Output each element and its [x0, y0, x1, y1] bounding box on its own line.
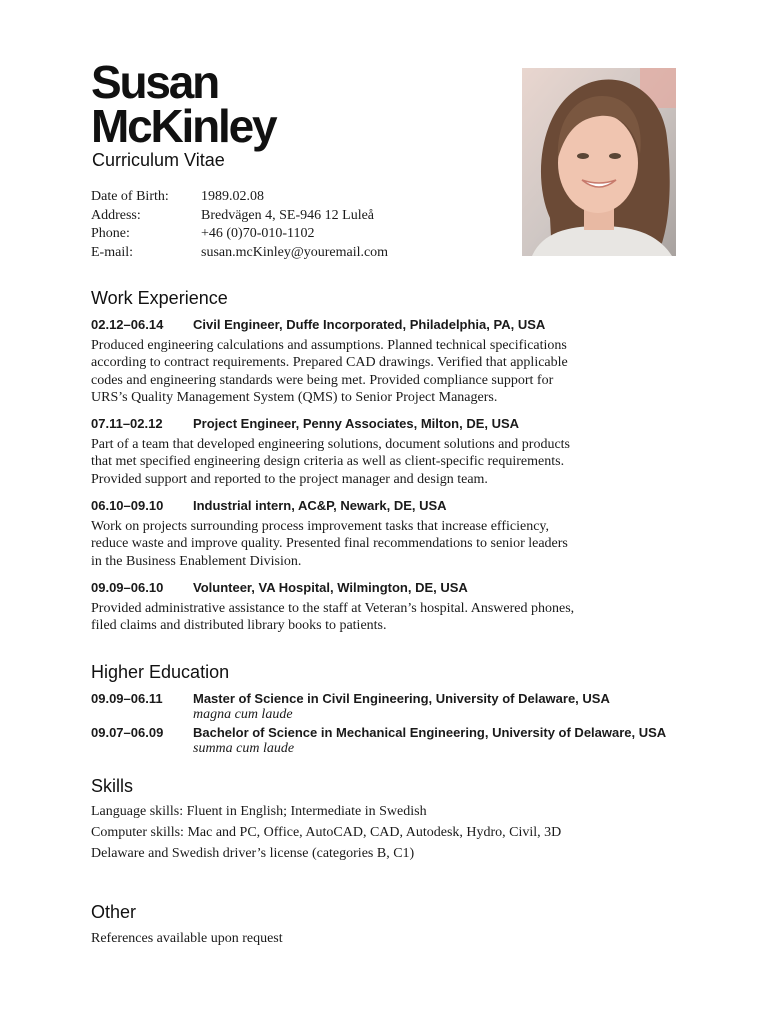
- first-name: Susan: [91, 56, 219, 108]
- info-row-email: [91, 244, 388, 263]
- work-experience-heading: Work Experience: [91, 288, 228, 308]
- other-text: References available upon request: [91, 931, 283, 946]
- description-line: reduce waste and improve quality. Presented final recommendations to senior leaders: [91, 536, 568, 552]
- work-entry-description: [91, 436, 631, 488]
- work-entry-dates: 06.10–09.10: [91, 498, 164, 513]
- work-entry-description: [91, 518, 631, 570]
- education-entry-title: Master of Science in Civil Engineering, University of Delaware, USA: [193, 691, 610, 706]
- description-line: Provided administrative assistance to the staff at Veteran’s hospital. Answered phones,: [91, 601, 575, 616]
- education-honor: summa cum laude: [193, 741, 295, 756]
- info-label: Phone:: [91, 226, 130, 242]
- education-entry-dates: 09.07–06.09: [91, 725, 164, 740]
- skills-line: Language skills: Fluent in English; Intermediate in Swedish: [91, 804, 427, 819]
- last-name: McKinley: [91, 100, 276, 152]
- description-line: that met specified engineering design criteria as well as client-specific requirements.: [91, 454, 565, 470]
- education-honor: magna cum laude: [193, 707, 293, 722]
- info-label: Date of Birth:: [91, 189, 169, 204]
- work-entry-dates: 02.12–06.14: [91, 317, 164, 332]
- work-entry-head: [91, 498, 701, 513]
- education-entry-head: [91, 691, 701, 706]
- skills-line: Delaware and Swedish driver’s license (categories B, C1): [91, 846, 415, 861]
- description-line: URS’s Quality Management System (QMS) to Senior Project Managers.: [91, 390, 498, 406]
- info-row-phone: [91, 225, 388, 244]
- work-entry-title: Civil Engineer, Duffe Incorporated, Philadelphia, PA, USA: [193, 317, 546, 332]
- description-line: Produced engineering calculations and assumptions. Planned technical specifications: [91, 338, 567, 353]
- work-entry-title: Project Engineer, Penny Associates, Milton, DE, USA: [193, 416, 520, 431]
- info-row-birth: [91, 188, 388, 207]
- education-entry-head: [91, 725, 701, 740]
- description-line: filed claims and distributed library books to patients.: [91, 618, 387, 634]
- info-row-address: [91, 207, 388, 226]
- cv-page: [91, 0, 691, 1024]
- work-entry-title: Volunteer, VA Hospital, Wilmington, DE, USA: [193, 580, 468, 595]
- info-label: E-mail:: [91, 244, 133, 260]
- education-entry-dates: 09.09–06.11: [91, 691, 163, 706]
- work-entry-head: [91, 416, 701, 431]
- description-line: codes and engineering standards were being met. Provided compliance support for: [91, 372, 554, 388]
- work-entry-head: [91, 580, 701, 595]
- education-entry-title: Bachelor of Science in Mechanical Engineering, University of Delaware, USA: [193, 725, 667, 740]
- profile-photo: [522, 68, 676, 256]
- info-value: Bredvägen 4, SE-946 12 Luleå: [201, 207, 375, 223]
- info-label: Address:: [91, 207, 141, 223]
- description-line: Work on projects surrounding process improvement tasks that increase efficiency,: [91, 519, 550, 534]
- description-line: in the Business Enablement Division.: [91, 553, 302, 569]
- info-value: susan.mcKinley@youremail.com: [201, 244, 389, 260]
- work-entry-description: [91, 337, 631, 407]
- description-line: Provided support and reported to the project manager and design team.: [91, 471, 488, 487]
- info-value: 1989.02.08: [201, 189, 264, 204]
- description-line: Part of a team that developed engineering solutions, document solutions and products: [91, 437, 571, 452]
- skills-heading: Skills: [91, 776, 134, 796]
- other-heading: Other: [91, 902, 137, 922]
- work-entry-title: Industrial intern, AC&P, Newark, DE, USA: [193, 498, 447, 513]
- full-name: [91, 56, 276, 152]
- work-entry-dates: 07.11–02.12: [91, 416, 163, 431]
- work-entry-head: [91, 317, 701, 332]
- description-line: according to contract requirements. Prepared CAD drawings. Verified that applicable: [91, 355, 568, 371]
- skills-line: Computer skills: Mac and PC, Office, AutoCAD, CAD, Autodesk, Hydro, Civil, 3D: [91, 825, 562, 840]
- personal-info: [91, 188, 388, 262]
- work-entry-dates: 09.09–06.10: [91, 580, 164, 595]
- info-value: +46 (0)70-010-1102: [201, 226, 315, 242]
- document-subtitle: Curriculum Vitae: [92, 150, 225, 170]
- work-entry-description: [91, 600, 631, 635]
- education-heading: Higher Education: [91, 662, 230, 682]
